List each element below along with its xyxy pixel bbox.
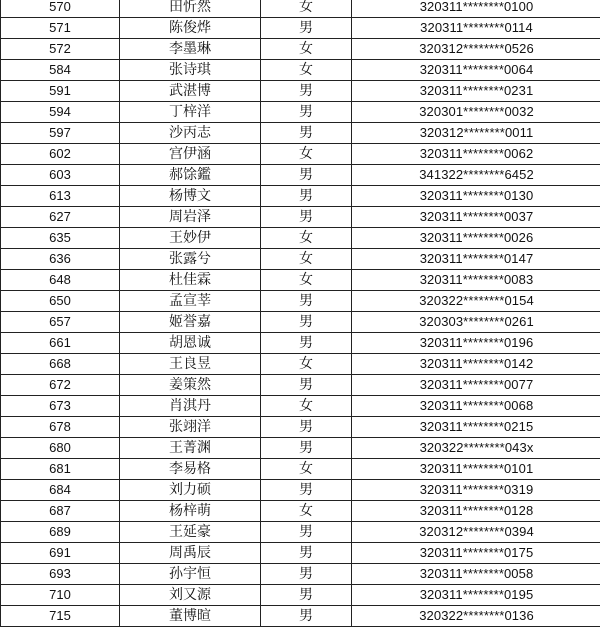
gender-cell: 女	[261, 0, 352, 18]
student-number-cell: 603	[1, 165, 120, 186]
id-number-cell: 320311********0175	[352, 543, 600, 564]
table-row	[1, 123, 600, 144]
student-name-cell: 周岩泽	[120, 207, 261, 228]
gender-cell: 女	[261, 39, 352, 60]
student-name-cell: 杜佳霖	[120, 270, 261, 291]
gender-cell: 女	[261, 396, 352, 417]
id-number-cell: 320322********0136	[352, 606, 600, 627]
table-row	[1, 480, 600, 501]
table-row	[1, 501, 600, 522]
gender-cell: 女	[261, 249, 352, 270]
id-number-cell: 320311********0101	[352, 459, 600, 480]
student-name-cell: 王延豪	[120, 522, 261, 543]
gender-cell: 男	[261, 564, 352, 585]
table-row	[1, 564, 600, 585]
gender-cell: 男	[261, 438, 352, 459]
table-row	[1, 144, 600, 165]
id-number-cell: 320311********0100	[352, 0, 600, 18]
gender-cell: 男	[261, 165, 352, 186]
table-row	[1, 543, 600, 564]
gender-cell: 男	[261, 333, 352, 354]
table-row	[1, 270, 600, 291]
table-row	[1, 102, 600, 123]
student-number-cell: 613	[1, 186, 120, 207]
student-name-cell: 姬誉嘉	[120, 312, 261, 333]
gender-cell: 女	[261, 354, 352, 375]
id-number-cell: 320312********0011	[352, 123, 600, 144]
student-name-cell: 王菁渊	[120, 438, 261, 459]
gender-cell: 男	[261, 186, 352, 207]
gender-cell: 男	[261, 417, 352, 438]
id-number-cell: 320311********0077	[352, 375, 600, 396]
student-number-cell: 673	[1, 396, 120, 417]
id-number-cell: 341322********6452	[352, 165, 600, 186]
id-number-cell: 320322********043x	[352, 438, 600, 459]
student-number-cell: 597	[1, 123, 120, 144]
gender-cell: 男	[261, 606, 352, 627]
id-number-cell: 320303********0261	[352, 312, 600, 333]
student-name-cell: 张翊洋	[120, 417, 261, 438]
id-number-cell: 320311********0083	[352, 270, 600, 291]
student-name-cell: 田忻然	[120, 0, 261, 18]
gender-cell: 男	[261, 207, 352, 228]
table-row	[1, 165, 600, 186]
student-number-cell: 650	[1, 291, 120, 312]
id-number-cell: 320322********0154	[352, 291, 600, 312]
id-number-cell: 320311********0319	[352, 480, 600, 501]
id-number-cell: 320311********0037	[352, 207, 600, 228]
student-number-cell: 710	[1, 585, 120, 606]
student-name-cell: 杨博文	[120, 186, 261, 207]
table-row	[1, 333, 600, 354]
table-row	[1, 585, 600, 606]
student-name-cell: 陈俊烨	[120, 18, 261, 39]
table-row	[1, 18, 600, 39]
table-row	[1, 354, 600, 375]
id-number-cell: 320311********0064	[352, 60, 600, 81]
student-number-cell: 570	[1, 0, 120, 18]
gender-cell: 男	[261, 543, 352, 564]
student-number-cell: 691	[1, 543, 120, 564]
gender-cell: 男	[261, 312, 352, 333]
student-number-cell: 657	[1, 312, 120, 333]
student-name-cell: 李易格	[120, 459, 261, 480]
id-number-cell: 320312********0394	[352, 522, 600, 543]
student-name-cell: 胡恩诚	[120, 333, 261, 354]
table-row	[1, 228, 600, 249]
id-number-cell: 320311********0128	[352, 501, 600, 522]
table-row	[1, 249, 600, 270]
gender-cell: 男	[261, 102, 352, 123]
id-number-cell: 320311********0195	[352, 585, 600, 606]
student-name-cell: 刘力硕	[120, 480, 261, 501]
student-number-cell: 693	[1, 564, 120, 585]
gender-cell: 女	[261, 501, 352, 522]
student-number-cell: 594	[1, 102, 120, 123]
id-number-cell: 320311********0130	[352, 186, 600, 207]
student-number-cell: 591	[1, 81, 120, 102]
student-name-cell: 肖淇丹	[120, 396, 261, 417]
table-row	[1, 606, 600, 627]
table-row	[1, 81, 600, 102]
student-number-cell: 672	[1, 375, 120, 396]
student-name-cell: 姜策然	[120, 375, 261, 396]
gender-cell: 女	[261, 459, 352, 480]
id-number-cell: 320311********0026	[352, 228, 600, 249]
id-number-cell: 320311********0068	[352, 396, 600, 417]
student-number-cell: 571	[1, 18, 120, 39]
student-number-cell: 602	[1, 144, 120, 165]
id-number-cell: 320311********0231	[352, 81, 600, 102]
id-number-cell: 320312********0526	[352, 39, 600, 60]
student-number-cell: 715	[1, 606, 120, 627]
table-row	[1, 39, 600, 60]
student-number-cell: 636	[1, 249, 120, 270]
student-name-cell: 郝馀鑑	[120, 165, 261, 186]
student-number-cell: 689	[1, 522, 120, 543]
student-number-cell: 572	[1, 39, 120, 60]
student-name-cell: 董博暄	[120, 606, 261, 627]
student-name-cell: 王良昱	[120, 354, 261, 375]
student-number-cell: 681	[1, 459, 120, 480]
gender-cell: 男	[261, 18, 352, 39]
student-number-cell: 635	[1, 228, 120, 249]
student-name-cell: 丁梓洋	[120, 102, 261, 123]
student-name-cell: 李墨琳	[120, 39, 261, 60]
table-row	[1, 459, 600, 480]
gender-cell: 男	[261, 480, 352, 501]
id-number-cell: 320311********0058	[352, 564, 600, 585]
student-number-cell: 680	[1, 438, 120, 459]
table-row	[1, 207, 600, 228]
id-number-cell: 320301********0032	[352, 102, 600, 123]
table-row	[1, 60, 600, 81]
gender-cell: 女	[261, 60, 352, 81]
student-name-cell: 宫伊涵	[120, 144, 261, 165]
table-row	[1, 522, 600, 543]
student-name-cell: 张露兮	[120, 249, 261, 270]
gender-cell: 男	[261, 81, 352, 102]
id-number-cell: 320311********0114	[352, 18, 600, 39]
student-name-cell: 王妙伊	[120, 228, 261, 249]
student-number-cell: 584	[1, 60, 120, 81]
student-name-cell: 周禹辰	[120, 543, 261, 564]
table-row	[1, 291, 600, 312]
table-row	[1, 438, 600, 459]
student-name-cell: 沙丙志	[120, 123, 261, 144]
gender-cell: 男	[261, 375, 352, 396]
table-row	[1, 0, 600, 18]
gender-cell: 女	[261, 228, 352, 249]
gender-cell: 男	[261, 585, 352, 606]
gender-cell: 女	[261, 270, 352, 291]
id-number-cell: 320311********0215	[352, 417, 600, 438]
student-number-cell: 684	[1, 480, 120, 501]
table-row	[1, 396, 600, 417]
gender-cell: 女	[261, 144, 352, 165]
student-name-cell: 孙宇恒	[120, 564, 261, 585]
roster-table-body	[1, 0, 600, 627]
student-name-cell: 武湛博	[120, 81, 261, 102]
student-name-cell: 刘又源	[120, 585, 261, 606]
student-number-cell: 648	[1, 270, 120, 291]
student-number-cell: 678	[1, 417, 120, 438]
student-name-cell: 杨梓萌	[120, 501, 261, 522]
gender-cell: 男	[261, 123, 352, 144]
student-number-cell: 687	[1, 501, 120, 522]
student-number-cell: 668	[1, 354, 120, 375]
gender-cell: 男	[261, 522, 352, 543]
student-number-cell: 661	[1, 333, 120, 354]
id-number-cell: 320311********0142	[352, 354, 600, 375]
student-number-cell: 627	[1, 207, 120, 228]
table-row	[1, 186, 600, 207]
student-name-cell: 孟宣莘	[120, 291, 261, 312]
table-row	[1, 417, 600, 438]
id-number-cell: 320311********0196	[352, 333, 600, 354]
table-row	[1, 375, 600, 396]
id-number-cell: 320311********0062	[352, 144, 600, 165]
id-number-cell: 320311********0147	[352, 249, 600, 270]
table-row	[1, 312, 600, 333]
gender-cell: 男	[261, 291, 352, 312]
student-name-cell: 张诗琪	[120, 60, 261, 81]
